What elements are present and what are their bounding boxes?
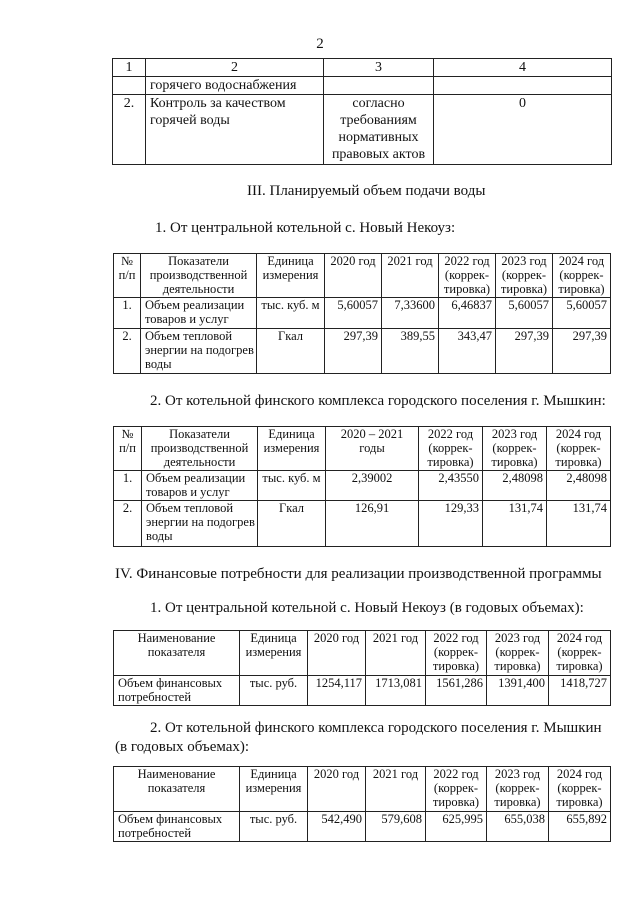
header-cell: Единица измерения bbox=[257, 254, 325, 298]
table-cell bbox=[113, 77, 146, 95]
header-cell: 1 bbox=[113, 59, 146, 77]
header-cell: 2022 год (коррек-тировка) bbox=[439, 254, 496, 298]
table-cell: 297,39 bbox=[553, 329, 611, 374]
header-cell: 2023 год (коррек-тировка) bbox=[487, 767, 549, 812]
table-cell: 5,60057 bbox=[553, 298, 611, 329]
table-cell: Объем тепловой энергии на подогрев воды bbox=[142, 501, 258, 547]
header-cell: Наименование показателя bbox=[114, 631, 240, 676]
table-row bbox=[114, 501, 611, 547]
table-cell: горячего водоснабжения bbox=[146, 77, 324, 95]
financial-table-1 bbox=[113, 630, 611, 706]
table-cell: 2. bbox=[114, 501, 142, 547]
subsection-4-heading: 2. От котельной финского комплекса городского поселения г. Мышкин (в годовых объемах): bbox=[115, 720, 602, 755]
table-cell: 1561,286 bbox=[426, 676, 487, 706]
subsection-1-heading: 1. От центральной котельной с. Новый Некоуз: bbox=[155, 220, 456, 236]
table-cell: 2. bbox=[114, 329, 141, 374]
subsection-3-heading: 1. От центральной котельной с. Новый Некоуз (в годовых объемах): bbox=[150, 600, 584, 616]
header-cell: 2020 год bbox=[308, 767, 366, 812]
header-cell: 4 bbox=[434, 59, 612, 77]
section-3-heading: III. Планируемый объем подачи воды bbox=[247, 183, 486, 199]
table-cell: Объем реализации товаров и услуг bbox=[141, 298, 257, 329]
table-cell: 297,39 bbox=[325, 329, 382, 374]
table-cell: тыс. куб. м bbox=[257, 298, 325, 329]
table-cell: 297,39 bbox=[496, 329, 553, 374]
header-cell: 2021 год bbox=[382, 254, 439, 298]
header-cell: 2020 – 2021 годы bbox=[326, 427, 419, 471]
table-cell: 389,55 bbox=[382, 329, 439, 374]
table-row bbox=[113, 95, 612, 165]
table-cell: 542,490 bbox=[308, 812, 366, 842]
header-cell: 2021 год bbox=[366, 767, 426, 812]
table-cell bbox=[324, 77, 434, 95]
table-cell: 1418,727 bbox=[549, 676, 611, 706]
header-cell: 2022 год (коррек-тировка) bbox=[426, 631, 487, 676]
table-row bbox=[114, 329, 611, 374]
header-cell: 2023 год (коррек-тировка) bbox=[487, 631, 549, 676]
header-cell: 2024 год (коррек-тировка) bbox=[553, 254, 611, 298]
table-cell: 1. bbox=[114, 471, 142, 501]
table-cell: согласно требованиям нормативных правовых актов bbox=[324, 95, 434, 165]
table-cell: 1254,117 bbox=[308, 676, 366, 706]
table-cell: 1713,081 bbox=[366, 676, 426, 706]
header-cell: 2020 год bbox=[325, 254, 382, 298]
section-4-heading: IV. Финансовые потребности для реализации производственной программы bbox=[115, 566, 602, 582]
table-cell: Объем тепловой энергии на подогрев воды bbox=[141, 329, 257, 374]
table-cell: тыс. руб. bbox=[240, 676, 308, 706]
table-header-row bbox=[114, 631, 611, 676]
subsection-2-heading: 2. От котельной финского комплекса городского поселения г. Мышкин: bbox=[150, 393, 606, 409]
table-row bbox=[114, 676, 611, 706]
table-row bbox=[114, 812, 611, 842]
table-cell: Контроль за качеством горячей воды bbox=[146, 95, 324, 165]
table-cell bbox=[434, 77, 612, 95]
table-cell: 655,038 bbox=[487, 812, 549, 842]
table-header-row bbox=[114, 254, 611, 298]
table-cell: 2,48098 bbox=[483, 471, 547, 501]
table-cell: 579,608 bbox=[366, 812, 426, 842]
header-cell: 2023 год (коррек-тировка) bbox=[496, 254, 553, 298]
table-cell: 6,46837 bbox=[439, 298, 496, 329]
table-cell: Объем финансовых потребностей bbox=[114, 812, 240, 842]
table-cell: 0 bbox=[434, 95, 612, 165]
table-cell: 5,60057 bbox=[496, 298, 553, 329]
header-cell: 2024 год (коррек-тировка) bbox=[547, 427, 611, 471]
table-cell: 131,74 bbox=[547, 501, 611, 547]
table-cell: 2,39002 bbox=[326, 471, 419, 501]
table-cell: 7,33600 bbox=[382, 298, 439, 329]
header-cell: Показатели производственной деятельности bbox=[141, 254, 257, 298]
header-cell: Показатели производственной деятельности bbox=[142, 427, 258, 471]
table-cell: 129,33 bbox=[419, 501, 483, 547]
table-cell: тыс. куб. м bbox=[258, 471, 326, 501]
header-cell: 2022 год (коррек-тировка) bbox=[426, 767, 487, 812]
table-cell: 2,48098 bbox=[547, 471, 611, 501]
table-cell: 1. bbox=[114, 298, 141, 329]
financial-table-2 bbox=[113, 766, 611, 842]
table-cell: Гкал bbox=[258, 501, 326, 547]
table-cell: 5,60057 bbox=[325, 298, 382, 329]
continuation-table bbox=[112, 58, 612, 165]
page-number: 2 bbox=[316, 36, 324, 52]
table-cell: Гкал bbox=[257, 329, 325, 374]
table-row bbox=[114, 298, 611, 329]
header-cell: 3 bbox=[324, 59, 434, 77]
header-cell: 2 bbox=[146, 59, 324, 77]
header-cell: 2024 год (коррек-тировка) bbox=[549, 631, 611, 676]
table-cell: Объем финансовых потребностей bbox=[114, 676, 240, 706]
table-cell: 2. bbox=[113, 95, 146, 165]
table-cell: 2,43550 bbox=[419, 471, 483, 501]
header-cell: 2023 год (коррек-тировка) bbox=[483, 427, 547, 471]
header-cell: Единица измерения bbox=[240, 767, 308, 812]
header-cell: № п/п bbox=[114, 427, 142, 471]
table-cell: 1391,400 bbox=[487, 676, 549, 706]
header-cell: 2024 год (коррек-тировка) bbox=[549, 767, 611, 812]
header-cell: 2021 год bbox=[366, 631, 426, 676]
table-cell: тыс. руб. bbox=[240, 812, 308, 842]
table-cell: 131,74 bbox=[483, 501, 547, 547]
header-cell: 2022 год (коррек-тировка) bbox=[419, 427, 483, 471]
header-cell: Единица измерения bbox=[240, 631, 308, 676]
table-cell: 625,995 bbox=[426, 812, 487, 842]
table-row bbox=[114, 471, 611, 501]
table-cell: 655,892 bbox=[549, 812, 611, 842]
header-cell: 2020 год bbox=[308, 631, 366, 676]
table-cell: 126,91 bbox=[326, 501, 419, 547]
table-cell: 343,47 bbox=[439, 329, 496, 374]
water-supply-table-1 bbox=[113, 253, 611, 374]
table-header-row bbox=[113, 59, 612, 77]
header-cell: Наименование показателя bbox=[114, 767, 240, 812]
table-row bbox=[113, 77, 612, 95]
header-cell: Единица измерения bbox=[258, 427, 326, 471]
table-header-row bbox=[114, 427, 611, 471]
water-supply-table-2 bbox=[113, 426, 611, 547]
table-cell: Объем реализации товаров и услуг bbox=[142, 471, 258, 501]
header-cell: № п/п bbox=[114, 254, 141, 298]
table-header-row bbox=[114, 767, 611, 812]
